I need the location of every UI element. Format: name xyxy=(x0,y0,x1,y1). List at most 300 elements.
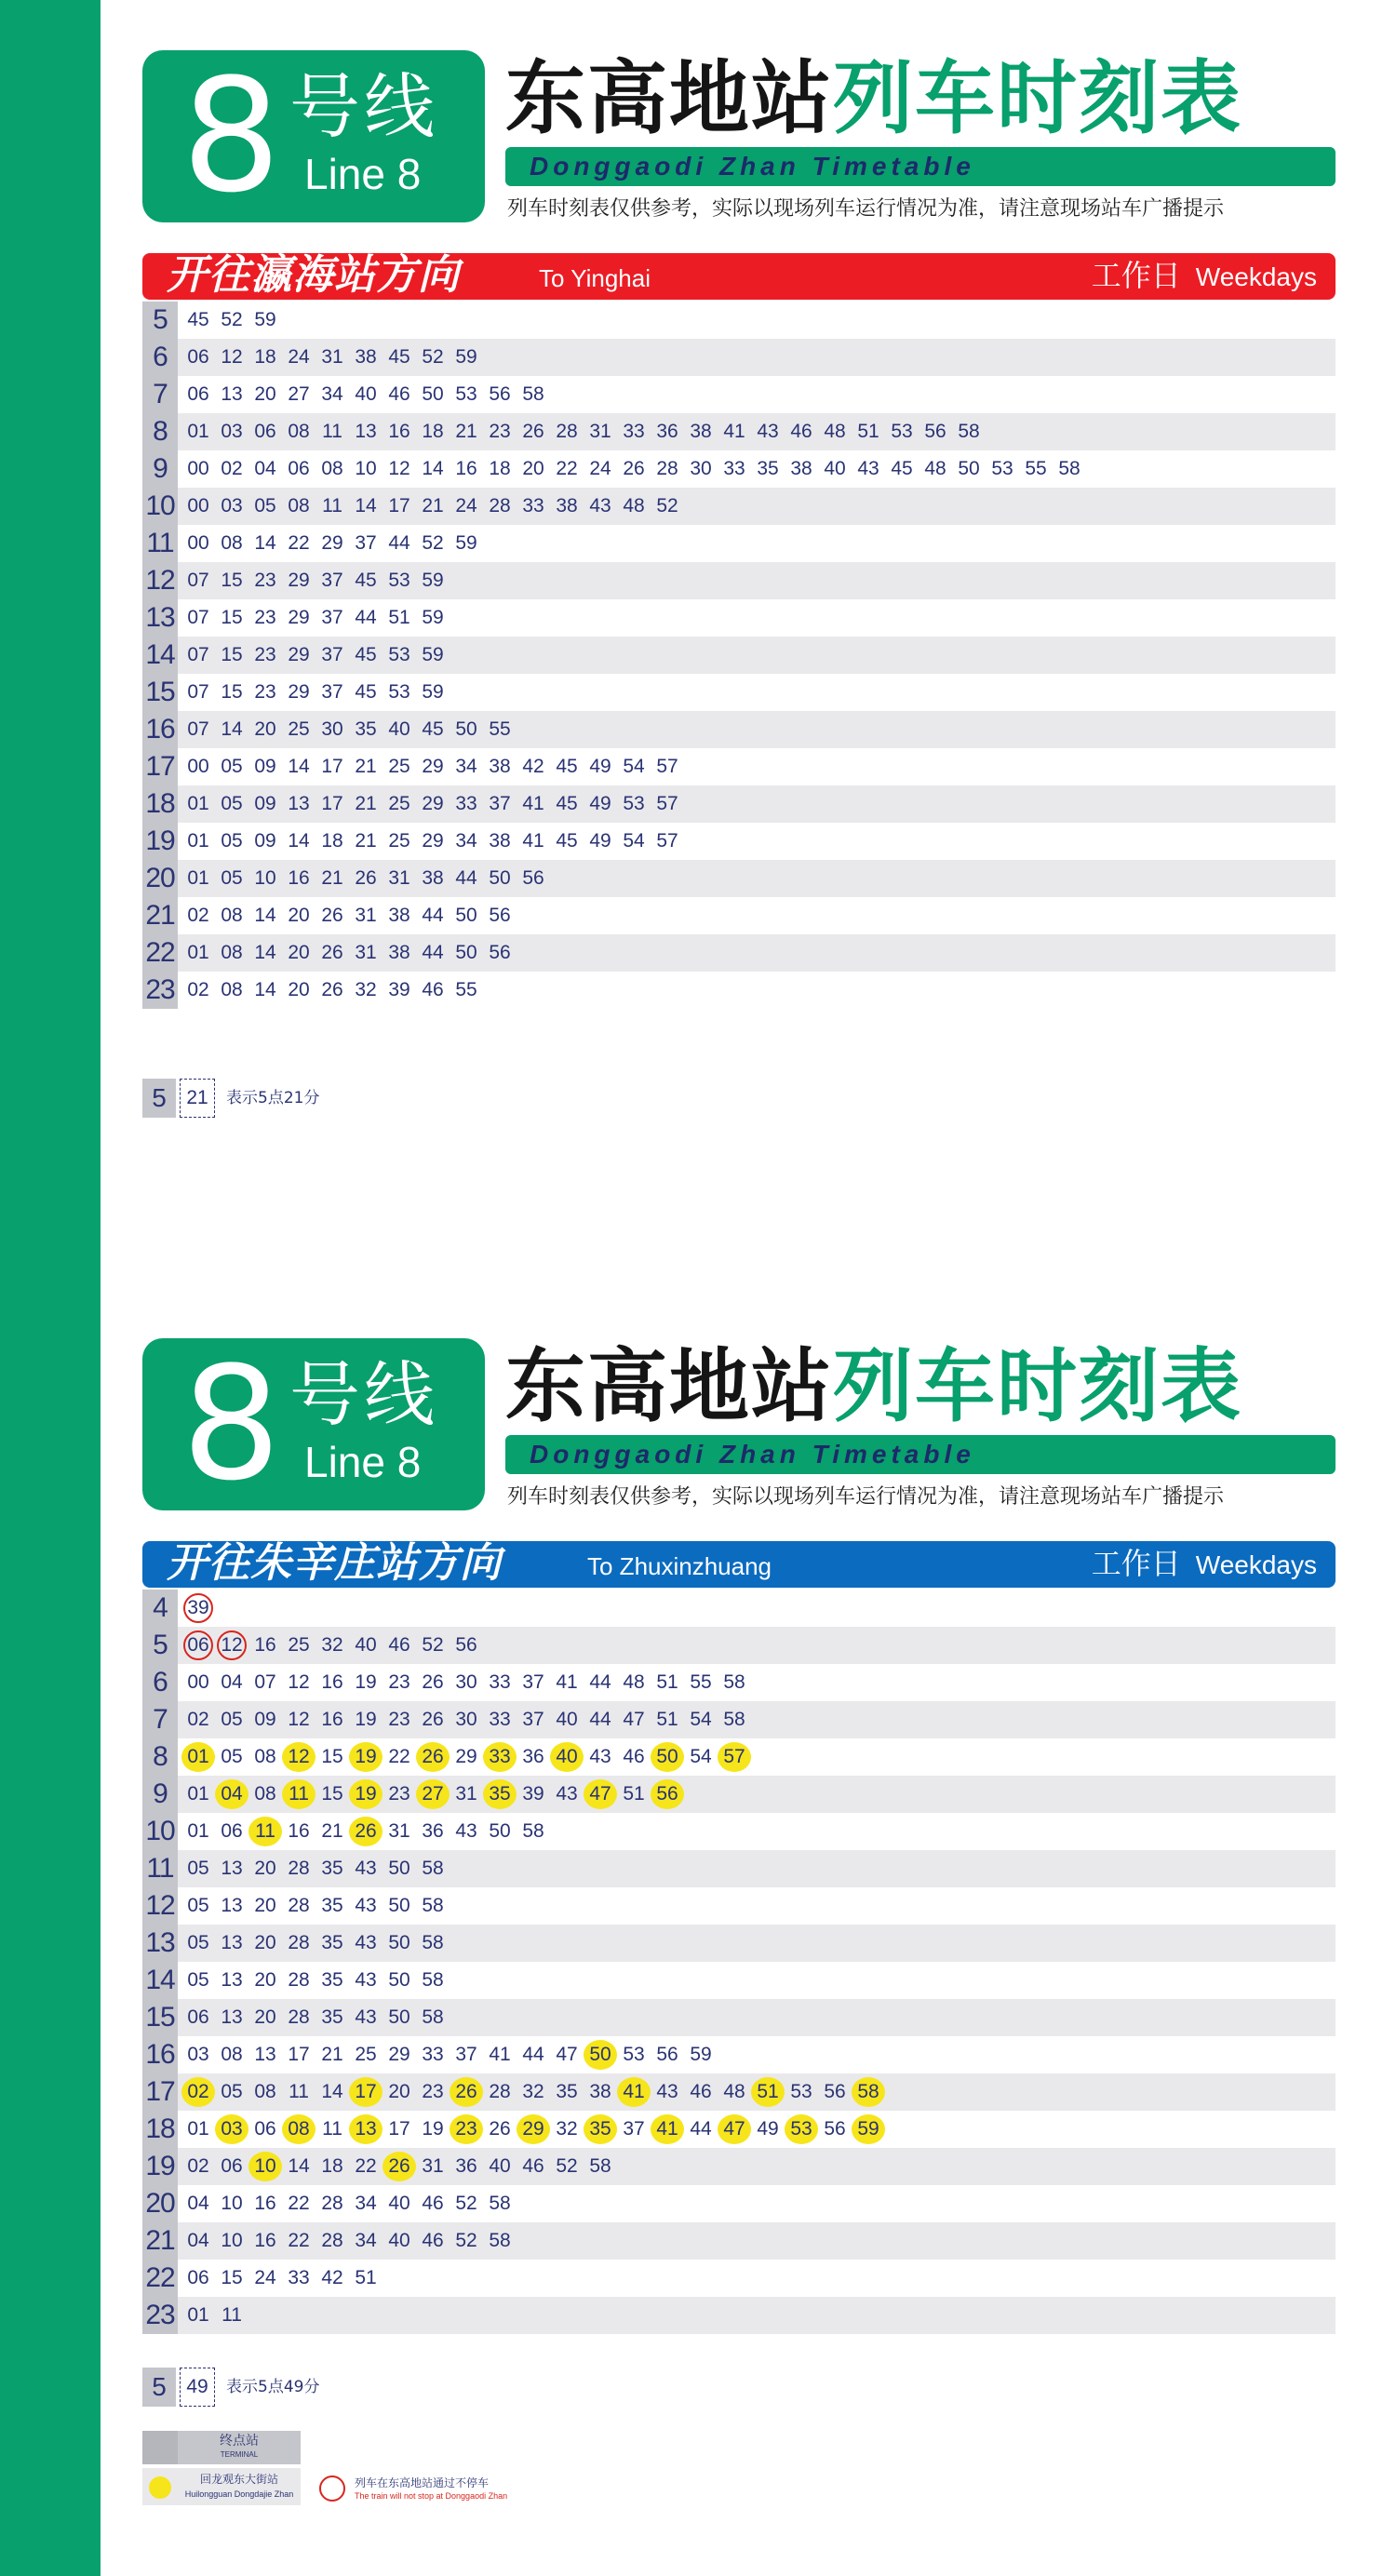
minute-cell: 17 xyxy=(321,793,343,814)
minute-cell: 15 xyxy=(221,2267,243,2288)
legend-skip-en: The train will not stop at Donggaodi Zhan xyxy=(355,2491,508,2501)
minute-cell: 01 xyxy=(181,1742,215,1772)
minute-cell: 17 xyxy=(349,2077,383,2107)
minute-cell: 51 xyxy=(751,2077,785,2107)
minute-cell: 56 xyxy=(489,942,511,963)
minute-cell: 52 xyxy=(556,2155,578,2177)
table-row xyxy=(142,2111,1336,2148)
minute-cell: 19 xyxy=(349,1779,383,1809)
minute-cell: 29 xyxy=(422,793,444,814)
minutes-list xyxy=(181,488,684,525)
minute-cell: 13 xyxy=(221,2006,243,2028)
minute-cell: 41 xyxy=(723,421,745,442)
minute-cell: 20 xyxy=(288,979,310,1000)
minute-cell: 35 xyxy=(321,1858,343,1879)
minute-cell: 43 xyxy=(355,1969,377,1991)
minute-cell: 51 xyxy=(623,1783,645,1805)
minute-cell: 51 xyxy=(355,2267,377,2288)
minute-cell: 52 xyxy=(422,1634,444,1656)
minute-cell: 22 xyxy=(355,2155,377,2177)
minute-cell: 56 xyxy=(522,867,544,889)
minute-cell: 05 xyxy=(254,495,276,517)
minute-cell: 14 xyxy=(221,718,243,740)
minute-cell: 04 xyxy=(254,458,276,479)
minute-cell: 11 xyxy=(282,1779,315,1809)
minute-cell: 58 xyxy=(489,2193,511,2214)
minute-cell: 59 xyxy=(422,681,444,703)
minute-cell: 33 xyxy=(623,421,645,442)
minute-cell: 13 xyxy=(221,1969,243,1991)
minute-cell: 17 xyxy=(388,2118,410,2140)
minute-cell: 31 xyxy=(355,905,377,926)
page-title xyxy=(505,1340,1242,1433)
minute-cell: 21 xyxy=(455,421,477,442)
minute-cell: 40 xyxy=(388,718,410,740)
minute-cell: 29 xyxy=(288,644,310,665)
minute-cell: 31 xyxy=(455,1783,477,1805)
title-timetable: 列车时刻表 xyxy=(833,52,1242,145)
hour-cell: 14 xyxy=(142,637,178,674)
minute-cell: 47 xyxy=(623,1709,645,1730)
minute-cell: 35 xyxy=(556,2081,578,2102)
minute-cell: 19 xyxy=(422,2118,444,2140)
table-row xyxy=(142,413,1336,450)
minute-cell: 37 xyxy=(355,532,377,554)
minute-cell: 31 xyxy=(355,942,377,963)
minute-cell: 58 xyxy=(522,383,544,405)
minute-cell: 46 xyxy=(422,2193,444,2214)
minute-cell: 57 xyxy=(656,830,678,852)
hour-cell: 13 xyxy=(142,1925,178,1962)
minute-cell: 31 xyxy=(422,2155,444,2177)
example-key xyxy=(142,2368,701,2407)
table-row xyxy=(142,823,1336,860)
hour-cell: 14 xyxy=(142,1962,178,1999)
minutes-list xyxy=(181,1887,450,1925)
minute-cell: 05 xyxy=(221,756,243,777)
minute-cell: 05 xyxy=(187,1858,209,1879)
minute-cell: 53 xyxy=(991,458,1013,479)
title-timetable: 列车时刻表 xyxy=(833,1340,1242,1433)
minute-cell: 17 xyxy=(321,756,343,777)
minute-cell: 45 xyxy=(187,309,209,330)
timetable-panel-zhuxinzhuang xyxy=(142,1333,1336,2408)
line-label-en: Line 8 xyxy=(304,1438,422,1486)
line-logo xyxy=(142,1333,485,1515)
minute-cell: 52 xyxy=(656,495,678,517)
minute-cell: 27 xyxy=(416,1779,450,1809)
minute-cell: 51 xyxy=(656,1709,678,1730)
minute-cell: 35 xyxy=(757,458,779,479)
example-text: 表示5点21分 xyxy=(226,1089,320,1107)
minutes-list xyxy=(181,2036,718,2073)
minute-cell: 33 xyxy=(489,1709,511,1730)
minute-cell: 13 xyxy=(221,1895,243,1916)
minute-cell: 38 xyxy=(556,495,578,517)
minute-cell: 05 xyxy=(221,830,243,852)
minute-cell: 21 xyxy=(355,830,377,852)
minute-cell: 14 xyxy=(254,942,276,963)
minutes-list xyxy=(181,1627,483,1664)
minute-cell: 20 xyxy=(254,383,276,405)
minute-cell: 59 xyxy=(422,607,444,628)
table-row xyxy=(142,2148,1336,2185)
minute-cell: 34 xyxy=(355,2230,377,2251)
minute-cell: 00 xyxy=(187,756,209,777)
minute-cell: 31 xyxy=(589,421,611,442)
minute-cell: 33 xyxy=(483,1742,517,1772)
minute-cell: 43 xyxy=(589,1746,611,1767)
minute-cell: 48 xyxy=(723,2081,745,2102)
minute-cell: 50 xyxy=(388,1895,410,1916)
station-name: 东高地站 xyxy=(505,1340,833,1433)
minute-cell: 41 xyxy=(651,2114,684,2144)
minutes-list xyxy=(181,674,450,711)
minute-cell: 12 xyxy=(282,1742,315,1772)
minute-cell: 16 xyxy=(254,2193,276,2214)
table-row xyxy=(142,1887,1336,1925)
minute-cell: 01 xyxy=(187,1820,209,1842)
minute-cell: 22 xyxy=(388,1746,410,1767)
minute-cell: 04 xyxy=(215,1779,248,1809)
minute-cell: 46 xyxy=(388,383,410,405)
notice-text: 列车时刻表仅供参考，实际以现场列车运行情况为准，请注意现场站车广播提示 xyxy=(507,197,1225,221)
minute-cell: 36 xyxy=(522,1746,544,1767)
minutes-list xyxy=(181,860,550,897)
minute-cell: 07 xyxy=(187,607,209,628)
minute-cell: 23 xyxy=(254,644,276,665)
minute-cell: 06 xyxy=(187,346,209,368)
minute-cell: 19 xyxy=(355,1671,377,1693)
minute-cell: 18 xyxy=(422,421,444,442)
table-row xyxy=(142,1738,1336,1776)
minute-cell: 52 xyxy=(221,309,243,330)
minute-cell: 37 xyxy=(522,1671,544,1693)
minute-cell: 56 xyxy=(656,2044,678,2065)
minute-cell: 40 xyxy=(388,2230,410,2251)
minute-cell: 00 xyxy=(187,458,209,479)
table-row xyxy=(142,2185,1336,2222)
minute-cell: 24 xyxy=(254,2267,276,2288)
minute-cell: 52 xyxy=(422,346,444,368)
minutes-list xyxy=(181,2222,517,2260)
minute-cell: 08 xyxy=(254,1746,276,1767)
hour-cell: 20 xyxy=(142,2185,178,2222)
minute-cell: 55 xyxy=(690,1671,712,1693)
red-ring-icon xyxy=(319,2475,345,2502)
minute-cell: 28 xyxy=(288,1858,310,1879)
minute-cell: 26 xyxy=(383,2152,416,2181)
hour-cell: 8 xyxy=(142,413,178,450)
minute-cell: 16 xyxy=(254,2230,276,2251)
minute-cell: 21 xyxy=(355,793,377,814)
minutes-list xyxy=(181,2111,885,2148)
table-row xyxy=(142,302,1336,339)
minute-cell: 48 xyxy=(623,1671,645,1693)
minute-cell: 57 xyxy=(656,793,678,814)
minute-cell: 03 xyxy=(221,421,243,442)
day-en: Weekdays xyxy=(1195,262,1317,291)
minute-cell: 09 xyxy=(254,756,276,777)
minute-cell: 01 xyxy=(187,830,209,852)
minute-cell: 29 xyxy=(455,1746,477,1767)
hour-cell: 20 xyxy=(142,860,178,897)
day-cn: 工作日 xyxy=(1091,1546,1181,1581)
minute-cell: 37 xyxy=(623,2118,645,2140)
minute-cell: 59 xyxy=(690,2044,712,2065)
example-hour: 5 xyxy=(142,2368,176,2407)
minute-cell: 02 xyxy=(187,1709,209,1730)
minute-cell: 39 xyxy=(388,979,410,1000)
minute-cell: 29 xyxy=(288,607,310,628)
minute-cell: 44 xyxy=(388,532,410,554)
minute-cell: 21 xyxy=(422,495,444,517)
minute-cell: 58 xyxy=(723,1709,745,1730)
minute-cell: 38 xyxy=(388,905,410,926)
minute-cell: 43 xyxy=(589,495,611,517)
hour-cell: 6 xyxy=(142,1664,178,1701)
hour-cell: 11 xyxy=(142,525,178,562)
minute-cell: 33 xyxy=(522,495,544,517)
minute-cell: 38 xyxy=(690,421,712,442)
minute-cell: 29 xyxy=(288,681,310,703)
minute-cell: 25 xyxy=(288,718,310,740)
minute-cell: 08 xyxy=(221,979,243,1000)
hour-cell: 19 xyxy=(142,823,178,860)
minute-cell: 40 xyxy=(355,383,377,405)
minute-cell: 58 xyxy=(958,421,980,442)
minute-cell: 37 xyxy=(321,607,343,628)
minute-cell: 01 xyxy=(187,2118,209,2140)
example-text: 表示5点49分 xyxy=(226,2378,320,2396)
hour-cell: 7 xyxy=(142,376,178,413)
minute-cell: 14 xyxy=(288,830,310,852)
table-row xyxy=(142,1850,1336,1887)
minutes-list xyxy=(181,1925,450,1962)
minute-cell: 40 xyxy=(824,458,846,479)
left-green-bar xyxy=(0,0,101,2576)
minute-cell: 55 xyxy=(1025,458,1047,479)
table-row xyxy=(142,934,1336,972)
minute-cell: 00 xyxy=(187,1671,209,1693)
direction-cn: 开往瀛海站方向 xyxy=(167,251,460,299)
minute-cell: 58 xyxy=(589,2155,611,2177)
minute-cell: 15 xyxy=(321,1783,343,1805)
title-en: Donggaodi Zhan Timetable xyxy=(530,1440,975,1469)
minute-cell: 50 xyxy=(455,718,477,740)
minute-cell: 50 xyxy=(388,1932,410,1953)
minute-cell: 28 xyxy=(489,495,511,517)
minute-cell: 33 xyxy=(422,2044,444,2065)
minute-cell: 36 xyxy=(656,421,678,442)
minute-cell: 12 xyxy=(221,346,243,368)
minute-cell: 19 xyxy=(349,1742,383,1772)
table-row xyxy=(142,1701,1336,1738)
minute-cell: 26 xyxy=(321,905,343,926)
minute-cell: 46 xyxy=(623,1746,645,1767)
minute-cell: 37 xyxy=(455,2044,477,2065)
minute-cell: 50 xyxy=(455,905,477,926)
minute-cell: 44 xyxy=(455,867,477,889)
minute-cell: 08 xyxy=(221,532,243,554)
table-row xyxy=(142,637,1336,674)
minute-cell: 53 xyxy=(891,421,913,442)
minute-cell: 20 xyxy=(254,718,276,740)
minute-cell: 50 xyxy=(584,2040,617,2070)
title-en-bar xyxy=(505,147,1336,186)
minutes-list xyxy=(181,1738,751,1776)
minute-cell: 58 xyxy=(422,1932,444,1953)
minute-cell: 02 xyxy=(187,2155,209,2177)
table-row xyxy=(142,450,1336,488)
minute-cell: 46 xyxy=(422,2230,444,2251)
table-row xyxy=(142,2297,1336,2334)
minute-cell: 38 xyxy=(589,2081,611,2102)
hour-cell: 4 xyxy=(142,1590,178,1627)
minute-cell: 53 xyxy=(388,644,410,665)
minutes-list xyxy=(181,450,1086,488)
minute-cell: 38 xyxy=(422,867,444,889)
minute-cell: 32 xyxy=(355,979,377,1000)
table-row xyxy=(142,860,1336,897)
minute-cell: 52 xyxy=(455,2193,477,2214)
minute-cell: 47 xyxy=(556,2044,578,2065)
minute-cell: 59 xyxy=(455,532,477,554)
minute-cell: 40 xyxy=(355,1634,377,1656)
minute-cell: 53 xyxy=(623,793,645,814)
minute-cell: 15 xyxy=(321,1746,343,1767)
minute-cell: 34 xyxy=(321,383,343,405)
minute-cell: 38 xyxy=(790,458,812,479)
table-row xyxy=(142,562,1336,599)
minute-cell: 55 xyxy=(455,979,477,1000)
minute-cell: 30 xyxy=(455,1709,477,1730)
minute-cell: 41 xyxy=(489,2044,511,2065)
minute-cell: 11 xyxy=(322,2118,342,2140)
minutes-list xyxy=(181,711,517,748)
hour-cell: 12 xyxy=(142,1887,178,1925)
minute-cell: 09 xyxy=(254,830,276,852)
minute-cell: 53 xyxy=(785,2114,818,2144)
minutes-list xyxy=(181,748,684,785)
minute-cell: 03 xyxy=(215,2114,248,2144)
hour-cell: 11 xyxy=(142,1850,178,1887)
minute-cell: 49 xyxy=(589,830,611,852)
minute-cell: 07 xyxy=(187,570,209,591)
minute-cell: 01 xyxy=(187,942,209,963)
minute-cell: 35 xyxy=(321,1932,343,1953)
legend-header xyxy=(142,2431,301,2464)
minute-cell: 20 xyxy=(254,1932,276,1953)
legend-terminal xyxy=(142,2468,301,2505)
minutes-list xyxy=(181,897,517,934)
table-row xyxy=(142,1776,1336,1813)
hour-cell: 19 xyxy=(142,2148,178,2185)
minute-cell: 15 xyxy=(221,607,243,628)
minute-cell: 59 xyxy=(852,2114,885,2144)
minute-cell: 38 xyxy=(489,830,511,852)
table-row xyxy=(142,785,1336,823)
hour-cell: 15 xyxy=(142,1999,178,2036)
page-title xyxy=(505,52,1242,145)
minute-cell: 03 xyxy=(221,495,243,517)
table-row xyxy=(142,1664,1336,1701)
timetable-panel-yinghai xyxy=(142,45,1336,1120)
minute-cell: 50 xyxy=(455,942,477,963)
minute-cell: 18 xyxy=(321,830,343,852)
minute-cell: 28 xyxy=(321,2193,343,2214)
minute-cell: 58 xyxy=(723,1671,745,1693)
minute-cell: 05 xyxy=(187,1932,209,1953)
minutes-list xyxy=(181,2185,517,2222)
minute-cell: 28 xyxy=(288,1969,310,1991)
minute-cell: 08 xyxy=(221,905,243,926)
minute-cell: 29 xyxy=(288,570,310,591)
minute-cell: 36 xyxy=(455,2155,477,2177)
minute-cell: 20 xyxy=(522,458,544,479)
minute-cell: 05 xyxy=(221,793,243,814)
minute-cell: 58 xyxy=(1058,458,1081,479)
line-number: 8 xyxy=(181,45,281,227)
minute-cell: 40 xyxy=(556,1709,578,1730)
minute-cell: 16 xyxy=(388,421,410,442)
minute-cell: 02 xyxy=(221,458,243,479)
example-minute: 49 xyxy=(180,2368,215,2407)
minute-cell: 56 xyxy=(651,1779,684,1809)
minute-cell: 50 xyxy=(651,1742,684,1772)
minute-cell: 20 xyxy=(288,905,310,926)
hour-cell: 21 xyxy=(142,2222,178,2260)
table-row xyxy=(142,1999,1336,2036)
table-row xyxy=(142,2222,1336,2260)
minute-cell: 54 xyxy=(690,1746,712,1767)
minute-cell: 14 xyxy=(254,979,276,1000)
minute-cell: 05 xyxy=(221,1709,243,1730)
minute-cell: 08 xyxy=(254,2081,276,2102)
hour-cell: 10 xyxy=(142,1813,178,1850)
minute-cell: 07 xyxy=(187,644,209,665)
minute-cell: 34 xyxy=(455,756,477,777)
minute-cell: 35 xyxy=(483,1779,517,1809)
table-row xyxy=(142,599,1336,637)
table-row xyxy=(142,2260,1336,2297)
minute-cell: 58 xyxy=(422,1895,444,1916)
minutes-list xyxy=(181,1813,550,1850)
minute-cell: 08 xyxy=(221,942,243,963)
minute-cell: 58 xyxy=(852,2077,885,2107)
minute-cell: 01 xyxy=(187,1783,209,1805)
minute-cell: 07 xyxy=(254,1671,276,1693)
minute-cell: 59 xyxy=(422,644,444,665)
minute-cell: 33 xyxy=(455,793,477,814)
minutes-list xyxy=(181,376,550,413)
minute-cell: 55 xyxy=(489,718,511,740)
minute-cell: 33 xyxy=(723,458,745,479)
minutes-list xyxy=(181,562,450,599)
minute-cell: 22 xyxy=(556,458,578,479)
minutes-list xyxy=(181,1701,751,1738)
minute-cell: 44 xyxy=(355,607,377,628)
minute-cell: 14 xyxy=(254,532,276,554)
minute-cell: 33 xyxy=(489,1671,511,1693)
minute-cell: 29 xyxy=(422,830,444,852)
minutes-list xyxy=(181,1590,215,1627)
minute-cell: 56 xyxy=(489,905,511,926)
minute-cell: 42 xyxy=(321,2267,343,2288)
minute-cell: 23 xyxy=(422,2081,444,2102)
minute-cell: 25 xyxy=(388,830,410,852)
minute-cell: 02 xyxy=(181,2077,215,2107)
